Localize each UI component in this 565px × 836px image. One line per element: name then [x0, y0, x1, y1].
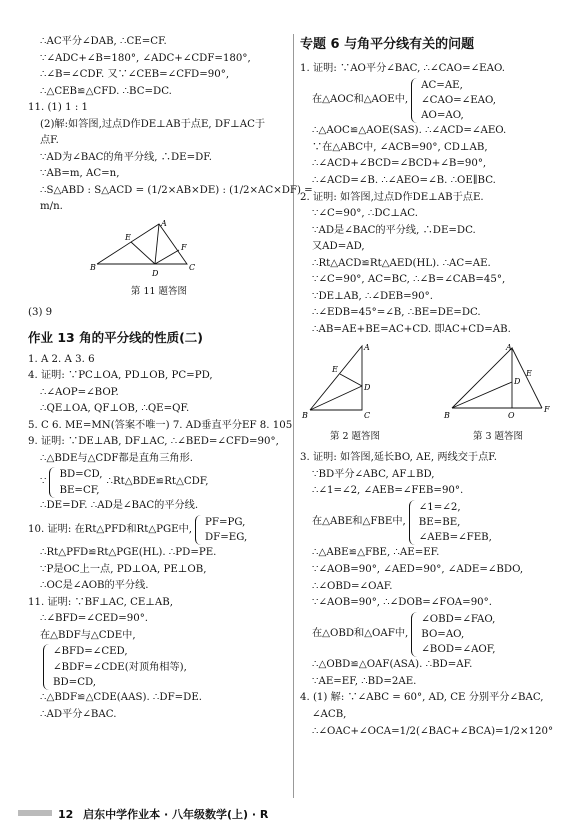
- left-column: [28, 34, 313, 723]
- fig2-label-c: C: [364, 411, 371, 421]
- answer-p1: [300, 61, 558, 78]
- fig3-label-f: F: [544, 405, 550, 415]
- text-line: 11. 证明: ∵BF⊥AC, CE⊥AB,: [28, 596, 173, 608]
- fig2-triangle-outline: [310, 346, 362, 410]
- sys11-line-2: ∠BDF=∠CDE(对顶角相等),: [53, 661, 187, 673]
- because-symbol: ∵: [40, 476, 47, 488]
- system-p3-1: [300, 500, 558, 546]
- fig2-label-d: D: [364, 383, 371, 393]
- book-title: 启东中学作业本 · 八年级数学(上) · R: [83, 808, 269, 822]
- text-line: 9. 证明: ∵DE⊥AB, DF⊥AC, ∴∠BED=∠CFD=90°,: [28, 436, 279, 448]
- answer-p4: [300, 690, 558, 740]
- sys11-line-1: ∠BFD=∠CED,: [53, 646, 128, 658]
- figure-3-caption: 第 3 题答图: [472, 430, 524, 442]
- text-line: 2. 证明: 如答图,过点D作DE⊥AB于点E.: [300, 191, 484, 203]
- answer-p3: [300, 450, 558, 500]
- answer-11-3: (3) 9: [28, 307, 53, 319]
- text-line: ∵∠AOB=90°, ∠AED=90°, ∠ADE=∠BDO,: [312, 564, 524, 575]
- fig11-label-f: F: [181, 242, 187, 252]
- answers-problem-10-11b: [28, 545, 290, 644]
- answer-p3-continued: [300, 545, 558, 611]
- text-line: ∴∠OAC+∠OCA=1/2(∠BAC+∠BCA)=1/2×120°: [312, 725, 554, 737]
- system-problem-10: [28, 515, 290, 546]
- sys9-conclusion: ∴Rt△BDE≌Rt△CDF,: [106, 476, 209, 488]
- fig3-label-a: A: [506, 343, 512, 353]
- fig11-label-b: B: [90, 262, 96, 272]
- bisector-ad: [155, 224, 159, 264]
- perpendicular-df: [155, 250, 179, 264]
- fig3-bisector-bd: [452, 382, 512, 408]
- figure-3: [438, 342, 558, 450]
- figure-2: [300, 342, 410, 450]
- p3-sys1-line-2: BE=BE,: [418, 516, 461, 528]
- text-line: ∴∠B=∠CDF. 又∵∠CEB=∠CFD=90°,: [40, 69, 230, 81]
- p3-sys2-intro: 在△OBD和△OAF中,: [312, 628, 409, 640]
- perpendicular-de: [131, 242, 155, 264]
- footer-decoration-bar: [18, 810, 52, 816]
- text-line: 又AD=AD,: [312, 241, 365, 253]
- answer-9-end: ∴DE=DF. ∴AD是∠BAC的平分线.: [40, 500, 199, 512]
- p1-sys-intro: 在△AOC和△AOE中,: [312, 94, 409, 106]
- text-line: ∴∠1=∠2, ∠AEB=∠FEB=90°.: [312, 485, 464, 497]
- text-line: 4. (1) 解: ∵∠ABC = 60°, AD, CE 分别平分∠BAC,: [300, 692, 544, 704]
- figure-2-triangle: [300, 342, 410, 420]
- page-footer: [0, 798, 565, 836]
- text-line: ∴Rt△PFD≌Rt△PGE(HL). ∴PD=PE.: [40, 547, 217, 559]
- text-line: ∴△AOC≌△AOE(SAS). ∴∠ACD=∠AEO.: [312, 125, 507, 137]
- text-line: 5. C 6. ME=MN(答案不唯一) 7. AD垂直平分EF 8. 105: [28, 419, 293, 431]
- text-line: ∠ACB,: [312, 708, 347, 720]
- text-line: ∴△CEB≌△CFD. ∴BC=DC.: [40, 85, 172, 97]
- fig2-perpendicular: [340, 374, 362, 386]
- answers-problem-10-11: [28, 34, 313, 216]
- figure-11-triangle: [89, 220, 229, 282]
- text-line: ∵在△ABC中, ∠ACB=90°, CD⊥AB,: [312, 141, 488, 153]
- system-problem-9: [28, 467, 290, 498]
- column-divider: [293, 34, 294, 799]
- figure-11-caption: 第 11 题答图: [130, 285, 188, 297]
- text-line: ∴△ABE≌△FBE, ∴AE=EF.: [312, 547, 440, 559]
- page-number: 12: [58, 808, 74, 822]
- text-line: ∴∠ACD+∠BCD=∠BCD+∠B=90°,: [312, 158, 487, 170]
- triangle-abc-outline: [97, 224, 187, 264]
- text-line: ∵AE=EF, ∴BD=2AE.: [312, 675, 417, 687]
- sys11-line-3: BD=CD,: [53, 676, 97, 688]
- section-13-title: 作业 13 角的平分线的性质(二): [28, 329, 204, 345]
- text-line: ∵∠C=90°, ∴DC⊥AC.: [312, 208, 418, 220]
- text-line: ∴△BDE与△CDF都是直角三角形.: [40, 452, 194, 464]
- brace: [43, 644, 50, 690]
- text-line: ∵∠ADC+∠B=180°, ∠ADC+∠CDF=180°,: [40, 52, 251, 64]
- right-column: [300, 34, 558, 740]
- text-line: 4. 证明: ∵PC⊥OA, PD⊥OB, PC=PD,: [28, 370, 213, 382]
- p3-sys1-intro: 在△ABE和△FBE中,: [312, 516, 406, 528]
- text-line: ∴△OBD≌△OAF(ASA). ∴BD=AF.: [312, 659, 473, 671]
- text-line: ∴OC是∠AOB的平分线.: [40, 580, 149, 592]
- fig11-label-d: D: [152, 268, 159, 278]
- sys9-line-2: BE=CF,: [59, 484, 100, 496]
- text-line: ∴S△ABD : S△ACD = (1/2×AB×DE) : (1/2×AC×DF) =: [40, 184, 313, 196]
- sys10-line-2: DF=EG,: [205, 531, 248, 543]
- text-line: ∵AD是∠BAC的平分线, ∴DE=DC.: [312, 224, 476, 236]
- brace: [411, 78, 418, 124]
- system-p1: [300, 78, 558, 124]
- p3-sys1-line-3: ∠AEB=∠FEB,: [418, 532, 492, 544]
- fig11-label-c: C: [189, 262, 196, 272]
- p1-sys-line-3: AO=AO,: [421, 110, 464, 122]
- answers-problem-11-end: [28, 690, 290, 723]
- brace: [195, 515, 202, 546]
- text-line: ∵∠AOB=90°, ∴∠DOB=∠FOA=90°.: [312, 597, 492, 609]
- text-line: ∴AD平分∠BAC.: [40, 708, 117, 720]
- text-line: 3. 证明: 如答图,延长BO, AE, 两线交于点F.: [300, 452, 498, 464]
- text-line: ∴Rt△ACD≌Rt△AED(HL). ∴AC=AE.: [312, 257, 491, 269]
- brace: [409, 500, 416, 546]
- text-line: ∴QE⊥OA, QF⊥OB, ∴QE=QF.: [40, 403, 190, 415]
- text-line: 在△BDF与△CDE中,: [40, 629, 136, 641]
- fig2-label-a: A: [364, 343, 370, 353]
- answer-p1-continued: [300, 123, 558, 189]
- text-line: m/n.: [40, 201, 63, 213]
- text-line: 1. 证明: ∵AO平分∠BAC, ∴∠CAO=∠EAO.: [300, 63, 505, 75]
- text-line: ∵BD平分∠ABC, AF⊥BD,: [312, 468, 435, 480]
- text-line: ∴∠ACD=∠B. ∴∠AEO=∠B. ∴OE∥BC.: [312, 175, 496, 186]
- text-line: 11. (1) 1 : 1: [28, 102, 88, 114]
- p3-sys2-line-2: BO=AO,: [421, 628, 465, 640]
- p1-sys-line-1: AC=AE,: [421, 79, 463, 91]
- fig3-label-b: B: [444, 411, 450, 421]
- text-line: (2)解:如答图,过点D作DE⊥AB于点E, DF⊥AC于: [40, 118, 266, 130]
- text-line: ∵DE⊥AB, ∴∠DEB=90°.: [312, 290, 433, 302]
- answer-p2: [300, 190, 558, 339]
- text-line: ∴∠OBD=∠OAF.: [312, 580, 393, 592]
- figure-3-triangle: [438, 342, 558, 420]
- brace: [411, 612, 418, 658]
- system-p3-2: [300, 612, 558, 658]
- p1-sys-line-2: ∠CAO=∠EAO,: [421, 94, 497, 106]
- fig2-label-e: E: [332, 365, 338, 375]
- text-line: ∴∠AOP=∠BOP.: [40, 386, 119, 398]
- text-line: ∵∠C=90°, AC=BC, ∴∠B=∠CAB=45°,: [312, 274, 506, 286]
- fig11-label-e: E: [125, 232, 131, 242]
- figures-2-3: [300, 342, 558, 450]
- fig3-label-o: O: [508, 411, 515, 421]
- text-line: ∴∠EDB=45°=∠B, ∴BE=DE=DC.: [312, 307, 481, 319]
- text-line: 点F.: [40, 135, 59, 147]
- fig3-triangle-outline: [452, 348, 512, 408]
- brace: [49, 467, 56, 498]
- sys10-line-1: PF=PG,: [205, 516, 246, 528]
- answer-10-intro: 10. 证明: 在Rt△PFD和Rt△PGE中,: [28, 523, 193, 535]
- topic-6-title: 专题 6 与角平分线有关的问题: [300, 37, 475, 52]
- text-line: ∴AB=AE+BE=AC+CD. 即AC+CD=AB.: [312, 323, 511, 335]
- fig2-label-b: B: [302, 411, 308, 421]
- fig11-label-a: A: [161, 219, 167, 228]
- p3-sys1-line-1: ∠1=∠2,: [418, 501, 461, 513]
- fig3-label-e: E: [526, 369, 532, 379]
- text-line: ∴△BDF≌△CDE(AAS). ∴DF=DE.: [40, 692, 203, 704]
- sys9-line-1: BD=CD,: [59, 469, 103, 481]
- system-problem-11: [28, 644, 290, 690]
- text-line: ∴AC平分∠DAB, ∴CE=CF.: [40, 36, 167, 47]
- answers-section-13: [28, 352, 293, 468]
- p3-sys2-line-3: ∠BOD=∠AOF,: [421, 644, 496, 656]
- text-line: ∵P是OC上一点, PD⊥OA, PE⊥OB,: [40, 563, 207, 575]
- footer-text: [58, 806, 268, 824]
- text-line: 1. A 2. A 3. 6: [28, 353, 95, 365]
- text-line: ∵AB=m, AC=n,: [40, 168, 120, 180]
- fig2-bisector: [310, 386, 362, 410]
- figure-2-caption: 第 2 题答图: [329, 430, 381, 442]
- answer-p3-end: [300, 657, 558, 690]
- text-line: ∵AD为∠BAC的角平分线, ∴DE=DF.: [40, 151, 212, 163]
- p3-sys2-line-1: ∠OBD=∠FAO,: [421, 613, 496, 625]
- text-line: ∴∠BFD=∠CED=90°.: [40, 613, 149, 625]
- fig3-label-d: D: [514, 377, 521, 387]
